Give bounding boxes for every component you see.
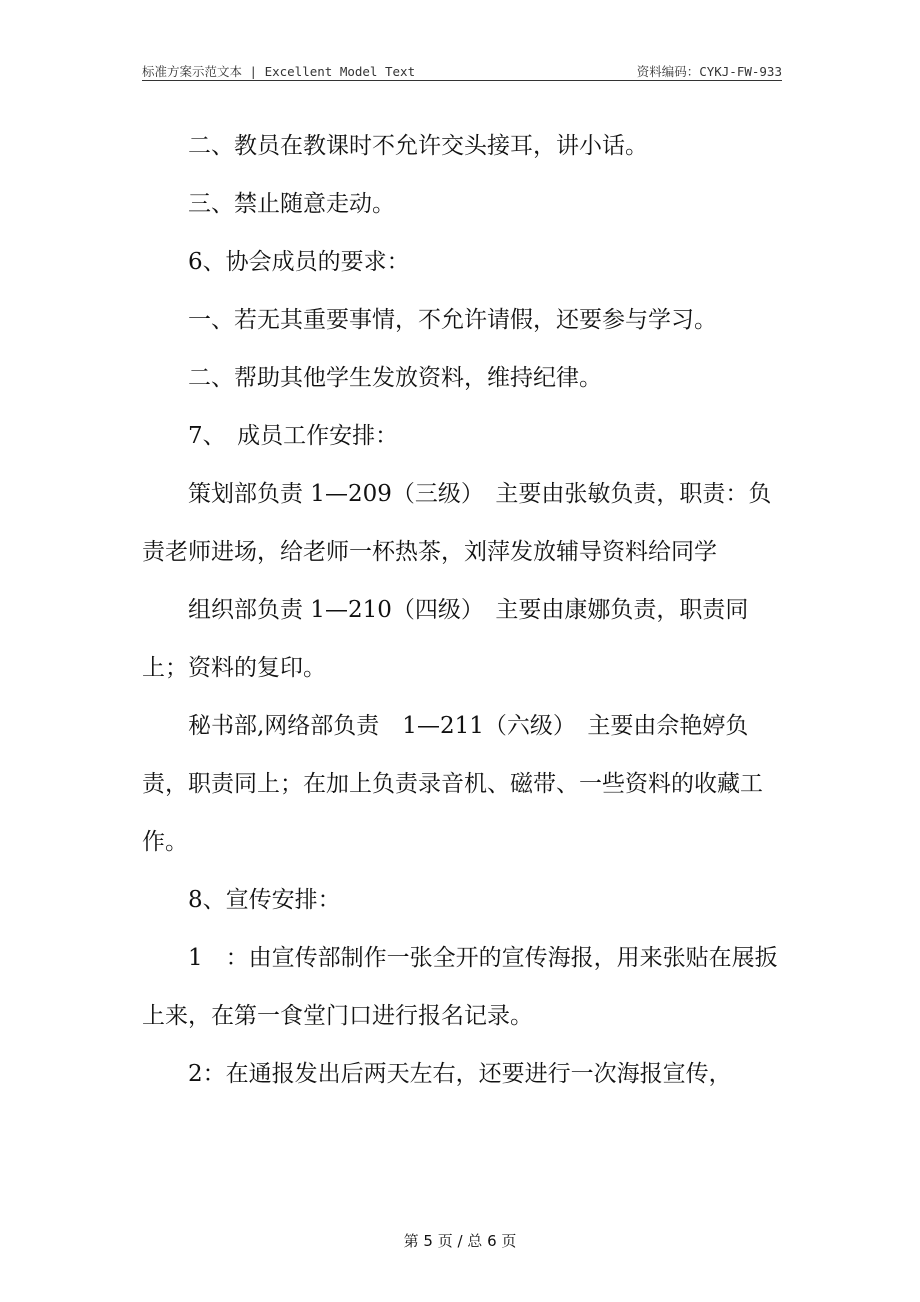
- paragraph: 策划部负责 1—209（三级） 主要由张敏负责，职责：负责老师进场，给老师一杯热茶，刘萍发放辅导资料给同学: [142, 481, 772, 565]
- paragraph: 1 ：由宣传部制作一张全开的宣传海报，用来张贴在展扳上来，在第一食堂门口进行报名记录。: [142, 945, 778, 1029]
- paragraph: 二、教员在教课时不允许交头接耳，讲小话。: [188, 133, 648, 159]
- header-title: 标准方案示范文本 | Excellent Model Text: [142, 64, 416, 79]
- document-code: 资料编码：CYKJ-FW-933: [636, 64, 782, 79]
- document-body: [142, 117, 782, 1103]
- section-heading: 8、宣传安排：: [188, 887, 341, 913]
- paragraph: 组织部负责 1—210（四级） 主要由康娜负责，职责同上；资料的复印。: [142, 597, 749, 681]
- page-header: [142, 60, 782, 81]
- paragraph: 秘书部,网络部负责 1—211（六级） 主要由佘艳婷负责，职责同上；在加上负责录音机、磁带、一些资料的收藏工作。: [142, 713, 763, 855]
- paragraph: 一、若无其重要事情，不允许请假，还要参与学习。: [188, 307, 717, 333]
- section-heading: 7、 成员工作安排：: [188, 423, 399, 449]
- page-number: 第 5 页 / 总 6 页: [403, 1232, 517, 1250]
- paragraph: 三、禁止随意走动。: [188, 191, 395, 217]
- paragraph: 2：在通报发出后两天左右，还要进行一次海报宣传，: [188, 1061, 732, 1087]
- section-heading: 6、协会成员的要求：: [188, 249, 410, 275]
- paragraph: 二、帮助其他学生发放资料，维持纪律。: [188, 365, 602, 391]
